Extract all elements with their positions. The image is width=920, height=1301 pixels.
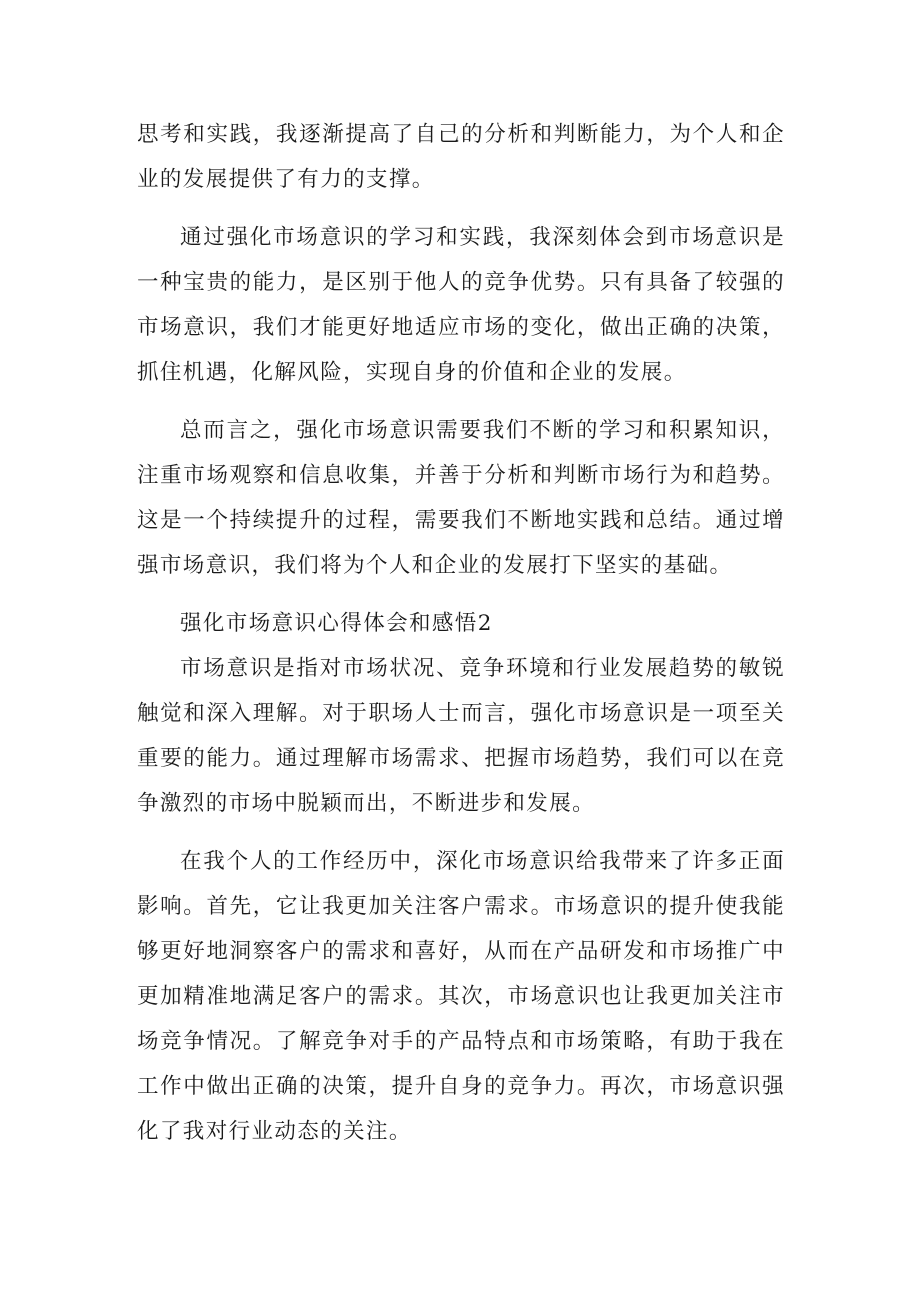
paragraph: 通过强化市场意识的学习和实践，我深刻体会到市场意识是一种宝贵的能力，是区别于他人的竞争优势。只有具备了较强的市场意识，我们才能更好地适应市场的变化，做出正确的决策，抓住机遇，化解风险，实现自身的价值和企业的发展。 — [137, 225, 785, 385]
document-page — [137, 112, 785, 1154]
paragraph: 在我个人的工作经历中，深化市场意识给我带来了许多正面影响。首先，它让我更加关注客户需求。市场意识的提升使我能够更好地洞察客户的需求和喜好，从而在产品研发和市场推广中更加精准地满足客户的需求。其次，市场意识也让我更加关注市场竞争情况。了解竞争对手的产品特点和市场策略，有助于我在工作中做出正确的决策，提升自身的竞争力。再次，市场意识强化了我对行业动态的关注。 — [137, 849, 785, 1144]
section-title: 强化市场意识心得体会和感悟2 — [180, 611, 493, 636]
paragraph: 总而言之，强化市场意识需要我们不断的学习和积累知识，注重市场观察和信息收集，并善于分析和判断市场行为和趋势。这是一个持续提升的过程，需要我们不断地实践和总结。通过增强市场意识，我们将为个人和企业的发展打下坚实的基础。 — [137, 418, 785, 578]
paragraph-continuation: 思考和实践，我逐渐提高了自己的分析和判断能力，为个人和企业的发展提供了有力的支撑。 — [137, 122, 785, 192]
paragraph: 市场意识是指对市场状况、竞争环境和行业发展趋势的敏锐触觉和深入理解。对于职场人士而言，强化市场意识是一项至关重要的能力。通过理解市场需求、把握市场趋势，我们可以在竞争激烈的市场中脱颖而出，不断进步和发展。 — [137, 656, 785, 816]
